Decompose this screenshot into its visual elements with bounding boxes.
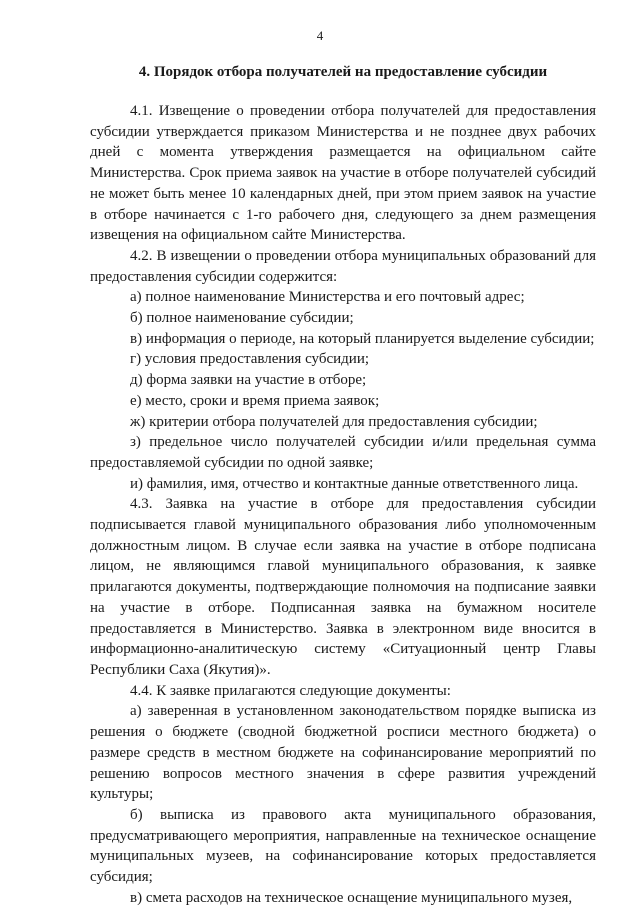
list-item: е) место, сроки и время приема заявок;	[130, 392, 380, 409]
attached-documents-list	[90, 701, 596, 908]
document-body	[90, 101, 596, 908]
list-item: д) форма заявки на участие в отборе;	[130, 372, 367, 389]
paragraph-4-4: 4.4. К заявке прилагаются следующие документы:	[130, 682, 451, 699]
paragraph-4-3: 4.3. Заявка на участие в отборе для предоставления субсидии подписывается главой муниципального образования либо уполномоченным должностным лицом. В случае если заявка на участие в отборе подписана лицом, не являющимся главой муниципального образования, к заявке прилагаются документы, подтверждающие полномочия на подписание заявки на участие в отборе. Подписанная заявка на бумажном носителе предоставляется в Министерство. Заявка в электронном виде вносится в информационно-аналитическую систему «Ситуационный центр Главы Республики Саха (Якутия)».	[90, 496, 596, 678]
list-item: ж) критерии отбора получателей для предоставления субсидии;	[130, 413, 538, 430]
list-item: в) информация о периоде, на который планируется выделение субсидии;	[130, 330, 595, 347]
page-number: 4	[316, 28, 324, 43]
list-item: в) смета расходов на техническое оснащение муниципального музея,	[130, 889, 573, 906]
list-item: б) выписка из правового акта муниципального образования, предусматривающего мероприятия, направленные на техническое оснащение муниципальных музеев, на софинансирование которых предоставляется субсидия;	[90, 806, 596, 886]
list-item: а) заверенная в установленном законодательством порядке выписка из решения о бюджете (сводной бюджетной росписи местного бюджета) о размере средств в местном бюджете на софинансирование мероприятий по решению вопросов местного значения в сфере развития учреждений культуры;	[90, 703, 596, 803]
paragraph-4-2: 4.2. В извещении о проведении отбора муниципальных образований для предоставления субсидии содержится:	[90, 247, 596, 285]
section-title: 4. Порядок отбора получателей на предоставление субсидии	[138, 64, 548, 80]
notice-contents-list	[90, 287, 596, 494]
list-item: и) фамилия, имя, отчество и контактные данные ответственного лица.	[130, 475, 579, 492]
paragraph-4-1: 4.1. Извещение о проведении отбора получателей для предоставления субсидии утверждается приказом Министерства и не позднее двух рабочих дней с момента утверждения размещается на официальном сайте Министерства. Срок приема заявок на участие в отборе получателей субсидий не может быть менее 10 календарных дней, при этом прием заявок на участие в отборе начинается с 1-го рабочего дня, следующего за днем размещения извещения на официальном сайте Министерства.	[90, 103, 596, 244]
list-item: а) полное наименование Министерства и его почтовый адрес;	[130, 289, 525, 306]
list-item: б) полное наименование субсидии;	[130, 310, 354, 327]
list-item: з) предельное число получателей субсидии и/или предельная сумма предоставляемой субсидии по одной заявке;	[90, 434, 596, 471]
list-item: г) условия предоставления субсидии;	[130, 351, 370, 368]
